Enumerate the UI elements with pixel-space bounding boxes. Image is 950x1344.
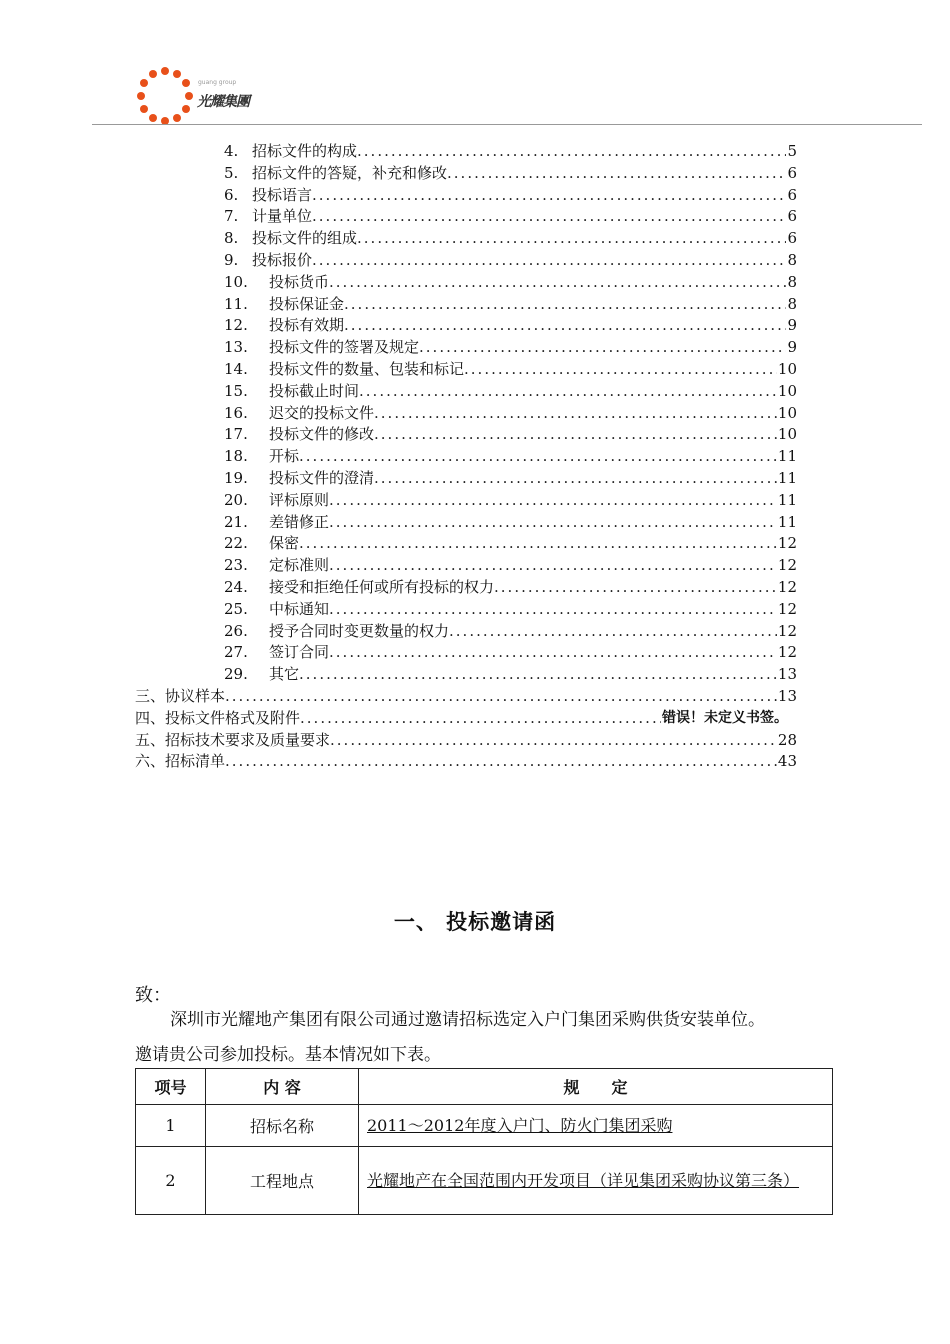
toc-entry[interactable] [224,423,797,445]
salutation: 致： [135,985,171,1006]
section-title: 一、 投标邀请函 [393,910,557,934]
toc-page-number: 43 [777,752,797,771]
toc-number: 26. [224,621,248,640]
toc-entry[interactable] [224,402,797,424]
toc-number: 13. [224,338,248,357]
toc-number: 7. [224,207,239,226]
toc-entry[interactable] [224,314,797,336]
toc-page-number: 5 [787,142,797,160]
toc-page-number: 6 [787,207,797,226]
toc-entry[interactable] [224,140,797,162]
toc-dot-leader [312,249,786,271]
toc-entry[interactable] [224,227,797,249]
toc-label: 接受和拒绝任何或所有投标的权力 [269,578,495,596]
toc-dot-leader [329,641,777,663]
toc-number: 16. [224,403,248,422]
sun-dots-icon [135,66,195,126]
toc-entry[interactable] [224,576,797,598]
toc-page-number: 12 [777,534,797,553]
toc-label: 迟交的投标文件 [269,403,375,422]
toc-entry[interactable] [224,532,797,554]
toc-number: 9. [224,251,239,269]
toc-page-number: 8 [787,294,797,313]
toc-page-number: 10 [777,403,797,422]
toc-page-number: 13 [777,687,797,705]
toc-entry[interactable] [135,750,797,772]
toc-page-number: 11 [777,512,797,531]
row-no: 2 [136,1147,206,1215]
header-divider [92,124,922,125]
toc-page-number: 10 [777,425,797,444]
toc-page-number: 9 [787,338,797,357]
intro-paragraph-continued: 邀请贵公司参加投标。基本情况如下表。 [135,1045,441,1065]
company-logo [135,66,275,126]
toc-dot-leader [299,532,777,554]
toc-entry[interactable] [224,336,797,358]
header-item: 内 容 [206,1069,359,1105]
toc-page-number: 8 [787,272,797,291]
toc-number: 17. [224,425,248,444]
toc-page-number: 12 [777,556,797,575]
toc-entry[interactable] [135,685,797,707]
toc-page-number: 6 [787,185,797,204]
toc-label: 保密 [269,534,300,553]
toc-number: 24. [224,578,248,596]
toc-dot-leader [449,620,777,642]
row-no: 1 [136,1105,206,1147]
toc-entry[interactable] [224,249,797,271]
toc-number: 27. [224,643,248,662]
toc-entry[interactable] [224,511,797,533]
toc-entry[interactable] [224,641,797,663]
header-no: 项号 [136,1069,206,1105]
toc-entry[interactable] [224,663,797,685]
toc-dot-leader [357,140,786,162]
toc-label: 四、投标文件格式及附件 [135,708,301,727]
toc-page-number: 13 [777,665,797,684]
toc-entry[interactable] [224,380,797,402]
toc-label: 计量单位 [252,207,313,226]
table-row [136,1147,833,1215]
toc-label: 差错修正 [269,512,330,531]
toc-label: 投标截止时间 [269,381,360,400]
toc-page-number: 12 [777,578,797,596]
toc-entry[interactable] [224,205,797,227]
row-item: 招标名称 [206,1105,359,1147]
toc-entry[interactable] [135,707,788,729]
toc-number: 10. [224,272,248,291]
toc-number: 20. [224,490,248,509]
toc-label: 评标原则 [269,490,330,509]
toc-label: 三、协议样本 [135,687,226,705]
toc-label: 其它 [269,665,300,684]
toc-dot-leader [464,358,777,380]
toc-dot-leader [225,750,777,772]
toc-dot-leader [359,380,777,402]
toc-page-number: 8 [787,251,797,269]
toc-dot-leader [344,314,786,336]
toc-dot-leader [374,423,777,445]
intro-paragraph: 深圳市光耀地产集团有限公司通过邀请招标选定入户门集团采购供货安装单位。 [170,1010,765,1030]
toc-entry[interactable] [224,184,797,206]
toc-dot-leader [419,336,786,358]
toc-number: 14. [224,360,248,378]
toc-page-number: 6 [787,229,797,248]
toc-dot-leader [329,554,777,576]
toc-entry[interactable] [224,445,797,467]
logo-subtext: guang group [198,79,237,86]
toc-entry[interactable] [224,293,797,315]
row-item: 工程地点 [206,1147,359,1215]
toc-label: 中标通知 [269,599,330,618]
toc-number: 15. [224,381,248,400]
toc-label: 投标文件的组成 [252,229,358,248]
toc-label: 五、招标技术要求及质量要求 [135,730,331,749]
toc-number: 8. [224,229,239,248]
toc-dot-leader [312,184,786,206]
header-spec: 规 定 [359,1069,833,1105]
toc-dot-leader [329,511,777,533]
toc-entry[interactable] [224,620,797,642]
toc-number: 11. [224,294,248,313]
toc-label: 投标文件的数量、包装和标记 [269,360,465,378]
toc-page-number: 12 [777,621,797,640]
toc-dot-leader [225,685,777,707]
toc-dot-leader [329,271,786,293]
toc-dot-leader [300,707,661,729]
toc-entry[interactable] [224,162,797,184]
toc-label: 投标语言 [252,185,313,204]
toc-label: 投标保证金 [269,294,345,313]
toc-number: 12. [224,316,248,335]
toc-page-number: 11 [777,469,797,487]
toc-page-number: 28 [777,730,797,749]
toc-page-number: 10 [777,360,797,378]
toc-page-number: 11 [777,447,797,466]
toc-page-number: 11 [777,490,797,509]
toc-number: 6. [224,185,239,204]
toc-entry[interactable] [224,467,797,489]
toc-number: 22. [224,534,248,553]
toc-entry[interactable] [224,271,797,293]
toc-label: 六、招标清单 [135,752,226,771]
toc-dot-leader [329,598,777,620]
table-header-row [136,1069,833,1105]
table-row [136,1105,833,1147]
toc-label: 招标文件的答疑，补充和修改 [252,163,448,182]
toc-dot-leader [357,227,786,249]
toc-dot-leader [299,445,777,467]
toc-number: 21. [224,512,248,531]
toc-entry[interactable] [224,554,797,576]
toc-label: 投标文件的签署及规定 [269,338,420,357]
toc-page-number: 错误！未定义书签。 [662,709,788,726]
toc-entry[interactable] [224,489,797,511]
toc-number: 23. [224,556,248,575]
toc-number: 18. [224,447,248,466]
toc-page-number: 10 [777,381,797,400]
toc-label: 投标文件的修改 [269,425,375,444]
toc-entry[interactable] [135,729,797,751]
toc-number: 25. [224,599,248,618]
toc-label: 投标货币 [269,272,330,291]
logo-text: 光耀集團 [197,94,249,110]
toc-dot-leader [344,293,786,315]
toc-label: 投标文件的澄清 [269,469,375,487]
toc-number: 4. [224,142,239,160]
toc-page-number: 9 [787,316,797,335]
toc-entry[interactable] [224,598,797,620]
toc-page-number: 12 [777,643,797,662]
row-value: 2011～2012年度入户门、防火门集团采购 [359,1105,833,1147]
toc-label: 定标准则 [269,556,330,575]
toc-dot-leader [330,729,777,751]
toc-dot-leader [374,467,777,489]
row-value: 光耀地产在全国范围内开发项目（详见集团采购协议第三条） [359,1147,833,1215]
toc-page-number: 6 [787,163,797,182]
toc-number: 29. [224,665,248,684]
bid-info-table [135,1068,833,1215]
toc-dot-leader [312,205,786,227]
toc-dot-leader [329,489,777,511]
toc-label: 投标报价 [252,251,313,269]
toc-number: 5. [224,163,239,182]
toc-label: 投标有效期 [269,316,345,335]
toc-dot-leader [299,663,777,685]
toc-number: 19. [224,469,248,487]
toc-dot-leader [494,576,777,598]
toc-page-number: 12 [777,599,797,618]
toc-label: 签订合同 [269,643,330,662]
toc-entry[interactable] [224,358,797,380]
toc-dot-leader [374,402,777,424]
toc-label: 授予合同时变更数量的权力 [269,621,450,640]
toc-label: 开标 [269,447,300,466]
toc-label: 招标文件的构成 [252,142,358,160]
toc-dot-leader [447,162,786,184]
